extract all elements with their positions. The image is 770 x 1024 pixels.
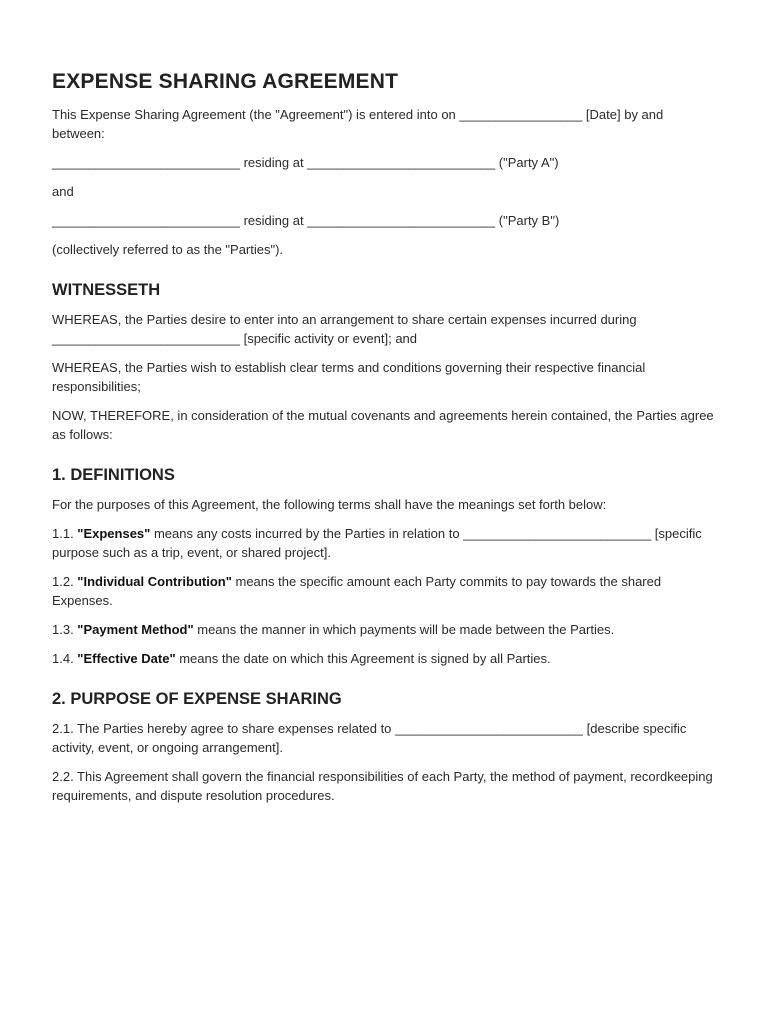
definitions-heading: 1. DEFINITIONS [52, 466, 175, 484]
definition-item-expenses [52, 524, 718, 562]
definition-text: means any costs incurred by the Parties in relation to __________________________ [specific purpose such as a trip, event, or shared project]. [52, 526, 702, 560]
purpose-heading: 2. PURPOSE OF EXPENSE SHARING [52, 690, 342, 708]
collective-text: (collectively referred to as the "Parties"). [52, 242, 284, 257]
definition-number: 1.4. [52, 651, 78, 666]
purpose-paragraph-1: 2.1. The Parties hereby agree to share expenses related to __________________________ [describe specific activity, event, or ongoing arrangement]. [52, 721, 687, 755]
definition-text: means the specific amount each Party commits to pay towards the shared Expenses. [52, 574, 662, 608]
definition-text: means the manner in which payments will be made between the Parties. [193, 622, 615, 637]
whereas-paragraph-1: WHEREAS, the Parties desire to enter into an arrangement to share certain expenses incurred during __________________________ [specific activity or event]; and [52, 312, 637, 346]
definition-item-effective-date [52, 649, 718, 668]
definition-term: "Payment Method" [77, 622, 194, 637]
definition-text: means the date on which this Agreement is signed by all Parties. [175, 651, 551, 666]
definition-number: 1.3. [52, 622, 78, 637]
definition-item-individual-contribution [52, 572, 718, 610]
definition-term: "Expenses" [77, 526, 151, 541]
purpose-paragraph-2: 2.2. This Agreement shall govern the financial responsibilities of each Party, the method of payment, recordkeeping requirements, and dispute resolution procedures. [52, 769, 713, 803]
party-b-line: __________________________ residing at __________________________ ("Party B") [52, 213, 560, 228]
definitions-intro: For the purposes of this Agreement, the following terms shall have the meanings set forth below: [52, 497, 607, 512]
party-a-line: __________________________ residing at __________________________ ("Party A") [52, 155, 559, 170]
definition-number: 1.2. [52, 574, 78, 589]
whereas-paragraph-2: WHEREAS, the Parties wish to establish clear terms and conditions governing their respective financial responsibilities; [52, 360, 646, 394]
now-therefore-paragraph: NOW, THEREFORE, in consideration of the mutual covenants and agreements herein contained, the Parties agree as follows: [52, 408, 714, 442]
intro-paragraph: This Expense Sharing Agreement (the "Agreement") is entered into on _________________ [Date] by and between: [52, 107, 664, 141]
and-text: and [52, 184, 74, 199]
document-title: EXPENSE SHARING AGREEMENT [52, 70, 399, 93]
definition-term: "Effective Date" [77, 651, 176, 666]
definition-term: "Individual Contribution" [77, 574, 232, 589]
definition-number: 1.1. [52, 526, 78, 541]
witnesseth-heading: WITNESSETH [52, 281, 161, 299]
definition-item-payment-method [52, 620, 718, 639]
